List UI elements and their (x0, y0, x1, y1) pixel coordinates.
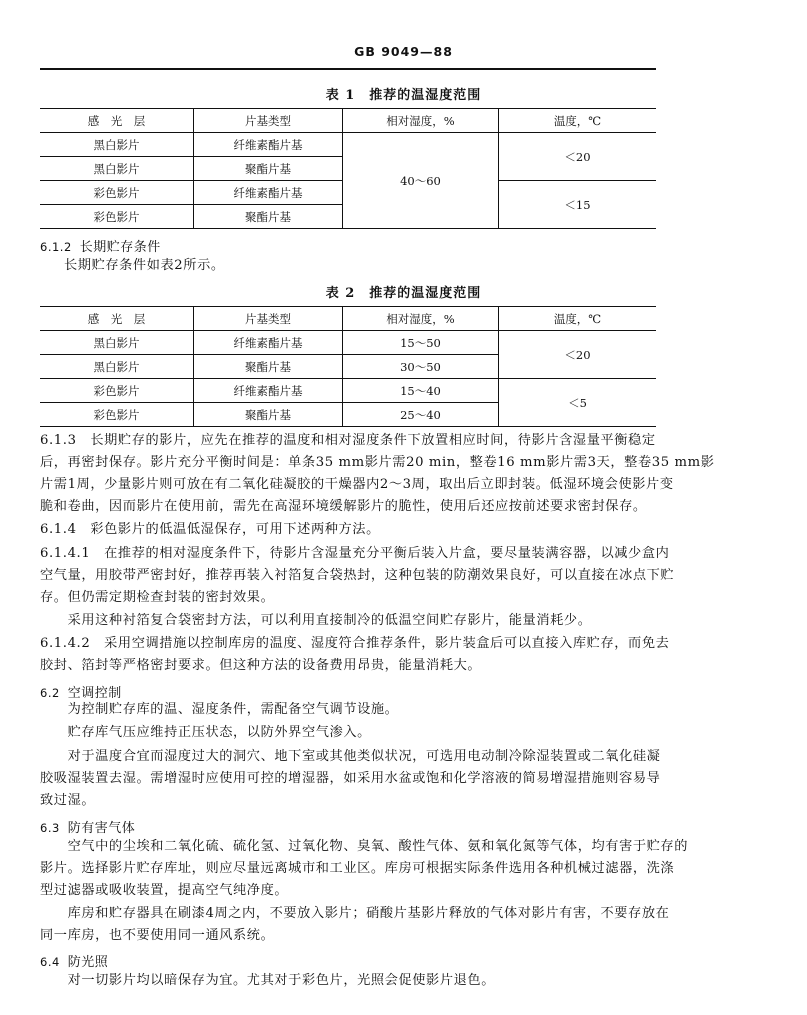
section-6-2-line: 贮存库气压应维持正压状态，以防外界空气渗入。 (40, 725, 371, 740)
section-6-1-3-line: 后，再密封保存。影片充分平衡时间是：单条35 mm影片需20 min，整卷16 mm影片需3天，整卷35 mm影 (40, 455, 715, 470)
section-6-1-3-line: 脆和卷曲，因而影片在使用前，需先在高湿环境缓解影片的脆性，使用后还应按前述要求密封保存。 (40, 499, 647, 514)
table2-header-row (40, 307, 656, 331)
cell-layer: 黑白影片 (40, 355, 194, 379)
table1-header-temp: 温度，℃ (499, 109, 657, 133)
table1-header-layer: 感 光 层 (40, 109, 194, 133)
cell-layer: 彩色影片 (93, 209, 140, 224)
cell-base: 聚酯片基 (194, 403, 343, 427)
section-6-3-line: 同一库房，也不要使用同一通风系统。 (40, 928, 275, 943)
section-6-1-4-2-line: 胶封、箔封等严格密封要求。但这种方法的设备费用昂贵，能量消耗大。 (40, 658, 482, 673)
cell-layer: 黑白影片 (40, 157, 194, 181)
cell-temp: ＜20 (499, 331, 657, 379)
section-6-1-4-line: 6.1.4 彩色影片的低温低湿保存，可用下述两种方法。 (40, 522, 380, 537)
cell-humidity: 15～50 (343, 331, 499, 355)
table-row (40, 379, 656, 403)
section-6-1-4-1-line: 6.1.4.1 在推荐的相对湿度条件下，待影片含湿量充分平衡后装入片盒，要尽量装满容器，以减少盒内 (40, 546, 670, 561)
section-number: 6.4 (40, 955, 60, 969)
table2-header-layer: 感 光 层 (40, 307, 194, 331)
section-6-1-2-heading (40, 236, 161, 255)
table2 (40, 306, 656, 427)
section-title: 空调控制 (67, 686, 122, 701)
section-6-1-3-line: 6.1.3 长期贮存的影片，应先在推荐的温度和相对湿度条件下放置相应时间，待影片含湿量平衡稳定 (40, 433, 656, 448)
cell-base: 聚酯片基 (194, 355, 343, 379)
section-title: 防有害气体 (67, 821, 136, 836)
table-row (40, 331, 656, 355)
section-6-4-heading (40, 951, 108, 970)
section-number: 6.2 (40, 686, 60, 700)
table2-header-base: 片基类型 (194, 307, 343, 331)
table1-header-humidity: 相对湿度，% (343, 109, 499, 133)
cell-temp: ＜15 (499, 181, 657, 229)
cell-layer: 彩色影片 (93, 407, 140, 422)
section-6-4-line: 对一切影片均以暗保存为宜。尤其对于彩色片，光照会促使影片退色。 (40, 973, 495, 988)
header-rule (40, 68, 656, 70)
cell-base: 聚酯片基 (194, 157, 343, 181)
section-6-3-line: 型过滤器或吸收装置，提高空气纯净度。 (40, 883, 289, 898)
section-6-3-line: 库房和贮存器具在刷漆4周之内，不要放入影片；硝酸片基影片释放的气体对影片有害，不要存放在 (40, 906, 670, 921)
table2-caption: 表 2 推荐的温湿度范围 (325, 286, 482, 301)
cell-temp: ＜5 (499, 379, 657, 427)
cell-humidity: 30～50 (343, 355, 499, 379)
section-title: 防光照 (67, 955, 109, 970)
section-6-1-4-1-line: 采用这种衬箔复合袋密封方法，可以利用直接制冷的低温空间贮存影片，能量消耗少。 (40, 613, 592, 628)
cell-temp: ＜20 (499, 133, 657, 181)
section-6-1-3-line: 片需1周，少量影片则可放在有二氧化硅凝胶的干燥器内2～3周，取出后立即封装。低湿环境会使影片变 (40, 477, 674, 492)
cell-layer: 彩色影片 (40, 379, 194, 403)
table-row (40, 133, 656, 157)
cell-humidity: 15～40 (343, 379, 499, 403)
cell-base: 聚酯片基 (194, 205, 343, 229)
cell-base: 纤维素酯片基 (194, 379, 343, 403)
cell-humidity: 40～60 (343, 133, 499, 229)
section-6-3-line: 空气中的尘埃和二氧化硫、硫化氢、过氧化物、臭氧、酸性气体、氨和氧化氮等气体，均有害于贮存的 (40, 839, 689, 854)
cell-base: 纤维素酯片基 (194, 133, 343, 157)
cell-base: 纤维素酯片基 (194, 331, 343, 355)
table2-header-temp: 温度，℃ (499, 307, 657, 331)
section-6-1-4-1-line: 存。但仍需定期检查封装的密封效果。 (40, 590, 275, 605)
section-6-3-heading (40, 817, 135, 836)
section-6-2-line: 胶吸湿装置去湿。需增湿时应使用可控的增湿器，如采用水盆或饱和化学溶液的简易增湿措施则容易导 (40, 771, 661, 786)
section-6-1-4-2-line: 6.1.4.2 采用空调措施以控制库房的温度、湿度符合推荐条件，影片装盒后可以直接入库贮存，而免去 (40, 636, 670, 651)
table1 (40, 108, 656, 229)
section-number: 6.3 (40, 821, 60, 835)
section-6-1-2-text: 长期贮存条件如表2所示。 (64, 258, 225, 273)
table1-caption: 表 1 推荐的温湿度范围 (325, 88, 482, 103)
section-number: 6.1.2 (40, 240, 72, 254)
section-6-1-4-1-line: 空气量，用胶带严密封好，推荐再装入衬箔复合袋热封，这种包装的防潮效果良好，可以直接在冰点下贮 (40, 568, 675, 583)
table1-header-row (40, 109, 656, 133)
table2-header-humidity: 相对湿度，% (343, 307, 499, 331)
page-header: GB 9049—88 (354, 44, 453, 59)
cell-layer: 彩色影片 (40, 181, 194, 205)
cell-layer: 黑白影片 (40, 331, 194, 355)
cell-humidity: 25～40 (343, 403, 499, 427)
table1-header-base: 片基类型 (194, 109, 343, 133)
cell-base: 纤维素酯片基 (194, 181, 343, 205)
section-title: 长期贮存条件 (79, 240, 161, 255)
section-6-2-line: 对于温度合宜而湿度过大的洞穴、地下室或其他类似状况，可选用电动制冷除湿装置或二氧化硅凝 (40, 749, 661, 764)
cell-layer: 黑白影片 (40, 133, 194, 157)
section-6-2-line: 致过湿。 (40, 793, 96, 808)
section-6-3-line: 影片。选择影片贮存库址，则应尽量远离城市和工业区。库房可根据实际条件选用各种机械过滤器，洗涤 (40, 861, 675, 876)
section-6-2-line: 为控制贮存库的温、湿度条件，需配备空气调节设施。 (40, 702, 399, 717)
